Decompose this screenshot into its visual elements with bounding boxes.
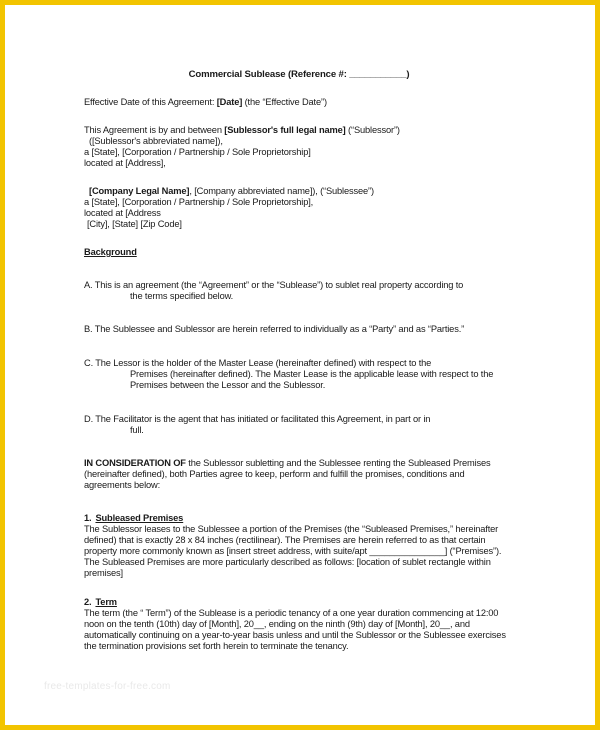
section-1-heading: 1. Subleased Premises [84, 513, 184, 523]
recital-c: C. The Lessor is the holder of the Master Lease (hereinafter defined) with respect to the Premises (hereinafter defined). The Master Lease is the applicable lease with respect to the Premises between the Lessor and the Sublessor. [84, 358, 494, 390]
section-2-body: The term (the “ Term”) of the Sublease is a periodic tenancy of a one year duration commencing at 12:00 noon on the tenth (10th) day of [Month], 20__, ending on the ninth (9th) day of [Month], 20__, and automatically continuing on a year-to-year basis unless and until the Sublessor or the Sublessee exercises the termination provisions set forth herein to terminate the tenancy. [84, 608, 506, 651]
document-title: Commercial Sublease (Reference #: ___________) [188, 69, 410, 80]
recital-d: D. The Facilitator is the agent that has initiated or facilitated this Agreement, in part or in full. [84, 414, 431, 435]
sublessor-intro: This Agreement is by and between [Sublessor's full legal name] (“Sublessor”) [84, 125, 400, 135]
background-heading: Background [84, 247, 137, 257]
section-1-body: The Sublessor leases to the Sublessee a portion of the Premises (the “Subleased Premises,” hereinafter defined) that is exactly 28 x 84 inches (rectilinear). The Premises are herein referred to as that certain property more commonly known as [insert street address, with suite/apt _______________] (“Premises”). The Subleased Premises are more particularly described as follows: [location of sublet rectangle within premises] [84, 524, 502, 578]
sublessor-entity: a [State], [Corporation / Partnership / Sole Proprietorship] [84, 147, 311, 157]
document-page [5, 5, 595, 725]
recital-a: A. This is an agreement (the “Agreement” or the “Sublease”) to sublet real property according to the terms specified below. [84, 280, 464, 301]
sublessee-address: located at [Address [84, 208, 161, 218]
sublessee-city: [City], [State] [Zip Code] [87, 219, 182, 229]
sublessee-name: [Company Legal Name] [89, 186, 190, 196]
sublessor-block [84, 125, 514, 169]
effective-date-value: [Date] [216, 97, 243, 107]
sublessor-name: [Sublessor's full legal name] [224, 125, 346, 135]
section-subleased-premises [84, 513, 514, 579]
section-term [84, 597, 514, 652]
sublessee-entity: a [State], [Corporation / Partnership / Sole Proprietorship], [84, 197, 314, 207]
sublessee-intro: [Company Legal Name], [Company abbreviated name]), (“Sublessee”) [89, 186, 374, 196]
effective-date-line: Effective Date of this Agreement: [Date] (the “Effective Date”) [84, 97, 327, 107]
watermark: free-templates-for-free.com [44, 681, 171, 692]
recital-b: B. The Sublessee and Sublessor are herein referred to individually as a “Party” and as “Parties.” [84, 324, 465, 334]
sublessor-abbrev: ([Sublessor's abbreviated name]), [89, 136, 223, 146]
sublessor-address: located at [Address], [84, 158, 166, 168]
document-body [84, 69, 514, 652]
sublessee-block [84, 186, 514, 230]
section-2-heading: 2. Term [84, 597, 117, 607]
consideration-paragraph: IN CONSIDERATION OF the Sublessor subletting and the Sublessee renting the Subleased Premises (hereinafter defined), both Parties agree to keep, perform and fulfill the promises, conditions and agreements below: [84, 458, 491, 490]
